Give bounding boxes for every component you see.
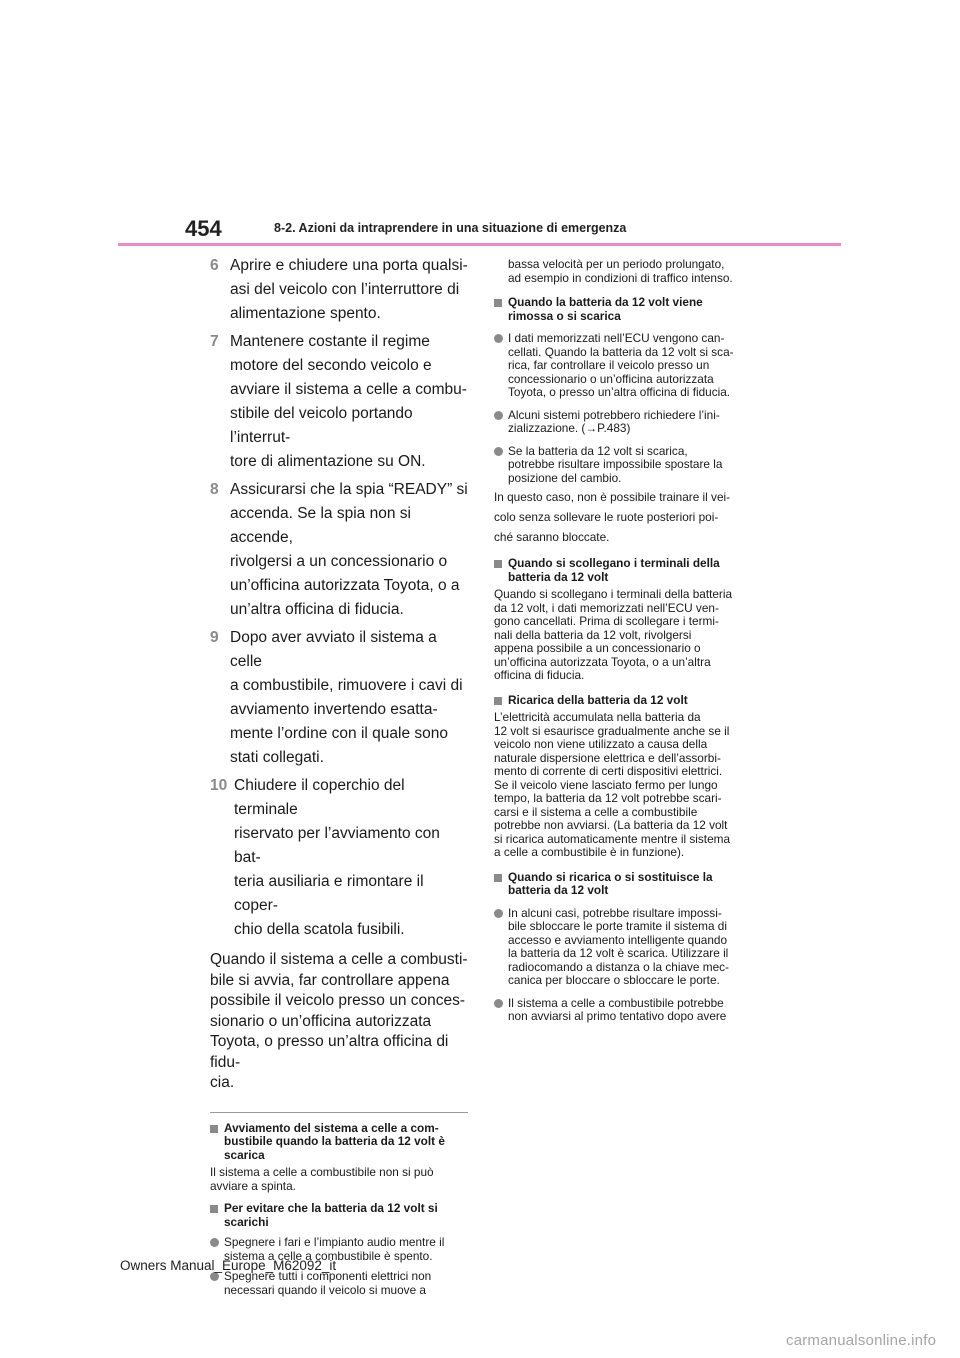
note-heading [210, 1122, 470, 1163]
text-line: naturale dispersione elettrica e dell’assorbi- [494, 750, 721, 765]
footer-document-id: Owners Manual_Europe_M62092_it [120, 1258, 337, 1273]
circle-bullet-icon [210, 1272, 219, 1281]
right-column [494, 258, 758, 1024]
square-bullet-icon [210, 1205, 218, 1213]
text-line: Aprire e chiudere una porta qualsi- [230, 257, 468, 274]
text-line: necessari quando il veicolo si muove a [224, 1282, 426, 1297]
bullet-item [494, 409, 758, 436]
square-bullet-icon [494, 299, 502, 307]
text-line: Quando si ricarica o si sostituisce la [508, 869, 713, 884]
step-6 [210, 254, 470, 326]
square-bullet-icon [494, 560, 502, 568]
text-line: si ricarica automaticamente mentre il sistema [494, 831, 731, 846]
text-line: mento di corrente di certi dispositivi elettrici. [494, 764, 723, 778]
step-number: 6 [210, 257, 219, 274]
text-line: Dopo aver avviato il sistema a celle [230, 629, 437, 670]
text-line: Alcuni sistemi potrebbero richiedere l’ini- [508, 407, 720, 422]
text-line: accesso e avviamento intelligente quando [508, 932, 728, 947]
bullet-item [494, 332, 758, 400]
text-line: cellati. Quando la batteria da 12 volt si sca- [508, 344, 734, 359]
text-line: stati collegati. [230, 749, 324, 766]
step-text [230, 478, 470, 622]
step-10 [210, 774, 470, 942]
text-line: I dati memorizzati nell’ECU vengono can- [508, 331, 725, 345]
text-line: bile si avvia, far controllare appena [210, 971, 450, 989]
text-line: Il sistema a celle a combustibile non si può [210, 1165, 434, 1179]
left-column [210, 254, 470, 1297]
text-line: colo senza sollevare le ruote posteriori poi- [494, 510, 719, 524]
text-line: potrebbe risultare impossibile spostare la [508, 457, 723, 471]
circle-bullet-icon [494, 447, 503, 456]
text-line: sionario o un’officina autorizzata [210, 1012, 432, 1030]
text-line: alimentazione spento. [230, 305, 381, 322]
circle-bullet-icon [494, 411, 503, 420]
step-text [234, 774, 470, 942]
text-line: avviare a spinta. [210, 1178, 296, 1193]
closing-paragraph [210, 950, 470, 1094]
text-line: avviamento invertendo esatta- [230, 701, 438, 718]
circle-bullet-icon [494, 334, 503, 343]
text-line: a combustibile, rimuovere i cavi di [230, 677, 463, 694]
step-number: 10 [210, 777, 228, 794]
circle-bullet-icon [494, 999, 503, 1008]
text-line: non avviarsi al primo tentativo dopo avere [508, 1009, 727, 1023]
text-line: tore di alimentazione su ON. [230, 453, 426, 470]
text-line: Quando si scollegano i terminali della batteria [494, 587, 733, 601]
section-title: 8-2. Azioni da intraprendere in una situazione di emergenza [274, 221, 627, 235]
text-line: avviare il sistema a celle a combu- [230, 381, 467, 398]
square-bullet-icon [494, 697, 502, 705]
step-7 [210, 330, 470, 474]
text-line: tempo, la batteria da 12 volt potrebbe scari- [494, 791, 722, 805]
page-reference-link[interactable]: zializzazione. (→P.483) [508, 421, 631, 435]
text-line: posizione del cambio. [508, 470, 622, 485]
text-line: radiocomando a distanza o la chiave mec- [508, 959, 729, 974]
header-rule [118, 243, 841, 246]
text-line: mente l’ordine con il quale sono [230, 725, 448, 742]
circle-bullet-icon [210, 1238, 219, 1247]
note-body [210, 1166, 470, 1193]
step-number: 8 [210, 481, 219, 498]
text-line: a celle a combustibile è in funzione). [494, 845, 685, 859]
text-line: Mantenere costante il regime [230, 333, 430, 350]
text-line: potrebbe non avviarsi. (La batteria da 12 volt [494, 818, 728, 832]
text-line: Se il veicolo viene lasciato fermo per lungo [494, 777, 718, 792]
page-number: 454 [185, 216, 222, 241]
text-line: accenda. Se la spia non si accende, [230, 505, 411, 546]
text-line: Toyota, o presso un’altra officina di fidu- [210, 1033, 449, 1071]
text-line: da 12 volt, i dati memorizzati nell’ECU ven- [494, 600, 719, 615]
text-line: batteria da 12 volt [508, 883, 609, 897]
text-line: Il sistema a celle a combustibile potrebbe [508, 995, 724, 1010]
notes-divider [210, 1112, 468, 1113]
text-line: teria ausiliaria e rimontare il coper- [234, 873, 424, 914]
text-line: In alcuni casi, potrebbe risultare impossi- [508, 905, 722, 920]
note-heading [494, 557, 758, 584]
bullet-item [494, 997, 758, 1024]
text-line: scarica [224, 1147, 265, 1162]
note-heading [210, 1202, 470, 1229]
bullet-item [494, 445, 758, 486]
note-paragraph [494, 487, 758, 547]
step-number: 7 [210, 333, 219, 350]
text-line: possibile il veicolo presso un conces- [210, 992, 466, 1009]
continuation-text [494, 258, 758, 285]
text-line: un’officina autorizzata Toyota, o a un’altra [494, 654, 711, 669]
text-line: bile sbloccare le porte tramite il sistema di [508, 919, 727, 933]
text-line: asi del veicolo con l’interruttore di [230, 281, 460, 298]
text-line: Quando si scollegano i terminali della [508, 556, 720, 570]
square-bullet-icon [210, 1125, 218, 1133]
bullet-item [494, 907, 758, 988]
text-line: Ricarica della batteria da 12 volt [508, 692, 688, 707]
text-line: concessionario o un’officina autorizzata [508, 371, 714, 386]
text-line: rica, far controllare il veicolo presso un [508, 358, 710, 372]
text-line: canica per bloccare o sbloccare le porte. [508, 973, 720, 987]
note-heading [494, 871, 758, 898]
text-line: la batteria da 12 volt è scarica. Utilizzare il [508, 946, 729, 960]
circle-bullet-icon [494, 909, 503, 918]
text-line: gono cancellati. Prima di scollegare i termi- [494, 614, 719, 628]
step-8 [210, 478, 470, 622]
step-text [230, 626, 470, 770]
step-number: 9 [210, 629, 219, 646]
text-line: carsi e il sistema a celle a combustibile [494, 804, 698, 819]
text-line: veicolo non viene utilizzato a causa della [494, 737, 708, 751]
text-line: un’officina autorizzata Toyota, o a [230, 577, 460, 594]
text-line: batteria da 12 volt [508, 569, 609, 584]
text-line: Chiudere il coperchio del terminale [234, 777, 405, 818]
text-line: chio della scatola fusibili. [234, 921, 405, 938]
text-line: bassa velocità per un periodo prolungato, [508, 257, 725, 271]
text-line: Quando il sistema a celle a combusti- [210, 951, 468, 968]
text-line: Spegnere tutti i componenti elettrici non [224, 1269, 432, 1283]
text-line: Se la batteria da 12 volt si scarica, [508, 443, 688, 458]
text-line: scarichi [224, 1214, 269, 1229]
text-line: motore del secondo veicolo e [230, 357, 432, 374]
text-line: Per evitare che la batteria da 12 volt si [224, 1201, 438, 1215]
note-body [494, 711, 758, 860]
text-line: stibile del veicolo portando l’interrut- [230, 405, 413, 446]
text-line: Spegnere i fari e l’impianto audio mentre il [224, 1235, 445, 1249]
step-text [230, 254, 470, 326]
text-line: appena possibile a un concessionario o [494, 641, 701, 655]
text-line: ché saranno bloccate. [494, 530, 610, 544]
text-line: Quando la batteria da 12 volt viene [508, 295, 703, 309]
bullet-item [210, 1270, 470, 1297]
note-body [494, 588, 758, 683]
step-text [230, 330, 470, 474]
watermark: carmanualsonline.info [786, 1332, 937, 1349]
text-line: sistema a celle a combustibile è spento. [224, 1248, 433, 1263]
text-line: ad esempio in condizioni di traffico intenso. [508, 270, 733, 285]
text-line: nali della batteria da 12 volt, rivolgersi [494, 627, 692, 642]
text-line: rivolgersi a un concessionario o [230, 553, 448, 570]
text-line: rimossa o si scarica [508, 308, 621, 323]
text-line: riservato per l’avviamento con bat- [234, 825, 440, 866]
text-line: L’elettricità accumulata nella batteria da [494, 710, 701, 724]
text-line: 12 volt si esaurisce gradualmente anche se il [494, 723, 730, 738]
text-line: bustibile quando la batteria da 12 volt è [224, 1134, 445, 1148]
text-line: officina di fiducia. [494, 668, 585, 682]
step-9 [210, 626, 470, 770]
text-line: In questo caso, non è possibile trainare il vei- [494, 490, 731, 504]
square-bullet-icon [494, 874, 502, 882]
text-line: Assicurarsi che la spia “READY” si [230, 481, 468, 498]
note-heading [494, 296, 758, 323]
text-line: un’altra officina di fiducia. [230, 601, 404, 618]
text-line: Avviamento del sistema a celle a com- [224, 1120, 439, 1135]
note-heading [494, 694, 758, 708]
text-line: Toyota, o presso un’altra officina di fiducia. [508, 385, 731, 399]
text-line: cia. [210, 1074, 235, 1091]
